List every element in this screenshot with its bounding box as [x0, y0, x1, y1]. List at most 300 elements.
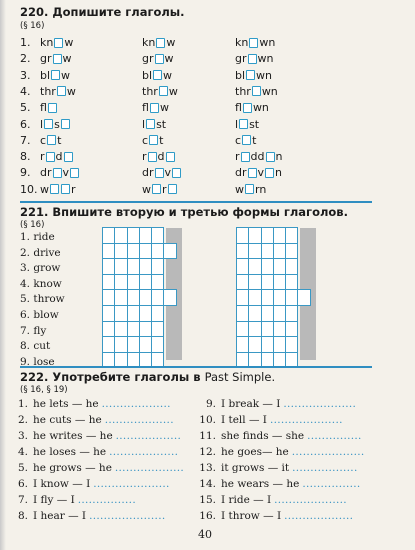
- grid-gap: [298, 243, 310, 259]
- answer-dotted-line[interactable]: ...................: [104, 414, 174, 426]
- grid-cell[interactable]: [127, 228, 139, 244]
- grid-gap: [298, 337, 310, 353]
- letter-blank-box[interactable]: [61, 184, 70, 194]
- item-number: 4.: [17, 446, 28, 458]
- grid-cell[interactable]: [273, 305, 285, 321]
- grid-cell[interactable]: [152, 228, 164, 244]
- item-number: 7.: [17, 494, 28, 506]
- row-number: 10.: [20, 182, 38, 196]
- answer-dotted-line[interactable]: ....................: [274, 494, 347, 506]
- item-number: 1.: [17, 398, 28, 410]
- letter-text: r: [162, 182, 167, 196]
- grid-cell[interactable]: [261, 228, 273, 244]
- answer-grid-second-form: [102, 227, 177, 368]
- answer-dotted-line[interactable]: ..................: [292, 462, 358, 474]
- letter-text: v: [257, 166, 265, 180]
- word-row: [20, 35, 40, 50]
- letter-blank-box[interactable]: [50, 184, 59, 194]
- letter-blank-box[interactable]: [166, 152, 175, 162]
- grid-cell[interactable]: [249, 259, 261, 275]
- letter-text: w: [64, 36, 74, 49]
- letter-text: v: [164, 166, 172, 180]
- grid-gap: [164, 228, 176, 244]
- letter-blank-box[interactable]: [146, 119, 155, 129]
- answer-dotted-line[interactable]: .....................: [93, 478, 170, 490]
- grid-gap: [298, 321, 310, 337]
- word-fragment: [142, 35, 175, 50]
- exercise-item: [6, 492, 206, 508]
- letter-text: w: [166, 36, 176, 49]
- grid-cell[interactable]: [237, 321, 249, 337]
- grid-cell[interactable]: [273, 290, 285, 306]
- word-fragment: [142, 182, 178, 197]
- letter-blank-box[interactable]: [149, 135, 158, 145]
- letter-text: w: [163, 68, 173, 82]
- letter-text: t: [57, 133, 62, 147]
- grid-cell[interactable]: [115, 305, 127, 321]
- grid-cell[interactable]: [127, 337, 139, 353]
- exercise-item: [6, 460, 206, 476]
- word-row: [20, 165, 40, 180]
- answer-dotted-line[interactable]: ................: [302, 478, 361, 490]
- letter-text: n: [275, 150, 283, 164]
- letter-text: wn: [259, 36, 276, 49]
- exercise-item: [6, 428, 206, 444]
- letter-text: wn: [257, 52, 274, 66]
- item-prompt: I tell — I: [221, 414, 267, 426]
- letter-text: w: [142, 182, 151, 196]
- item-number: 14.: [199, 478, 216, 490]
- item-prompt: it grows — it: [221, 462, 290, 474]
- grid-cell[interactable]: [115, 274, 127, 290]
- exercise-222-left-column: [6, 396, 206, 524]
- grid-cell[interactable]: [115, 259, 127, 275]
- grid-cell[interactable]: [103, 243, 115, 259]
- letter-text: bl: [40, 68, 51, 82]
- word-fragment: [235, 35, 275, 50]
- word-fragment: [235, 100, 269, 115]
- grid-cell[interactable]: [127, 305, 139, 321]
- grid-cell[interactable]: [249, 305, 261, 321]
- grid-cell[interactable]: [237, 290, 249, 306]
- word-fragment: [40, 51, 72, 66]
- word-fragment: [142, 51, 174, 66]
- letter-text: r: [235, 150, 240, 164]
- grid-cell[interactable]: [127, 243, 139, 259]
- letter-text: dr: [142, 166, 154, 180]
- letter-text: thr: [40, 84, 56, 98]
- answer-dotted-line[interactable]: ...................: [109, 446, 179, 458]
- grid-cell[interactable]: [103, 274, 115, 290]
- verb-item: 3. grow: [20, 262, 61, 275]
- grid-cell[interactable]: [164, 243, 176, 259]
- exercise-222-right-column: [194, 396, 404, 524]
- letter-blank-box[interactable]: [53, 54, 62, 64]
- letter-text: w: [40, 182, 49, 196]
- verb-item: 1. ride: [20, 231, 55, 243]
- letter-blank-box[interactable]: [152, 184, 161, 194]
- letter-text: fl: [235, 101, 242, 115]
- word-fragment: [40, 84, 76, 99]
- letter-text: wn: [256, 68, 273, 82]
- grid-cell[interactable]: [249, 274, 261, 290]
- grid-cell[interactable]: [237, 243, 249, 259]
- letter-text: kn: [40, 36, 54, 49]
- letter-text: s: [54, 117, 60, 131]
- letter-blank-box[interactable]: [155, 54, 164, 64]
- letter-blank-box[interactable]: [248, 54, 257, 64]
- letter-blank-box[interactable]: [44, 119, 53, 129]
- letter-text: l: [142, 117, 146, 131]
- grid-cell[interactable]: [139, 228, 151, 244]
- grid-cell[interactable]: [103, 228, 115, 244]
- letter-text: r: [71, 182, 76, 196]
- row-number: 9.: [20, 166, 31, 180]
- letter-text: kn: [235, 36, 249, 49]
- grid-gap: [298, 305, 310, 321]
- letter-blank-box[interactable]: [249, 38, 258, 48]
- letter-blank-box[interactable]: [265, 168, 274, 178]
- item-prompt: I ride — I: [221, 494, 272, 506]
- letter-text: w: [66, 84, 76, 98]
- word-fragment: [40, 68, 70, 83]
- row-number: 5.: [20, 101, 31, 115]
- word-fragment: [40, 182, 76, 197]
- item-number: 6.: [17, 478, 28, 490]
- letter-blank-box[interactable]: [48, 103, 57, 113]
- answer-dotted-line[interactable]: .....................: [89, 510, 166, 522]
- exercise-222-title: [20, 370, 275, 384]
- grid-cell[interactable]: [237, 337, 249, 353]
- word-fragment: [40, 165, 80, 180]
- grid-cell[interactable]: [103, 305, 115, 321]
- item-number: 12.: [199, 446, 216, 458]
- grid-cell[interactable]: [249, 243, 261, 259]
- word-fragment: [235, 182, 266, 197]
- letter-blank-box[interactable]: [64, 152, 73, 162]
- word-fragment: [142, 117, 166, 132]
- answer-dotted-line[interactable]: ...................: [284, 510, 354, 522]
- word-fragment: [142, 84, 178, 99]
- verb-item: 2. drive: [20, 246, 61, 259]
- grid-cell[interactable]: [115, 290, 127, 306]
- grid-gap: [164, 337, 176, 353]
- letter-text: w: [168, 84, 178, 98]
- answer-grid-third-form: [236, 227, 311, 368]
- item-prompt: I throw — I: [221, 510, 282, 522]
- section-divider: [20, 201, 372, 203]
- item-prompt: he goes— he: [221, 446, 289, 458]
- letter-blank-box[interactable]: [148, 152, 157, 162]
- letter-blank-box[interactable]: [156, 38, 165, 48]
- grid-cell[interactable]: [152, 243, 164, 259]
- letter-blank-box[interactable]: [241, 152, 250, 162]
- letter-text: st: [249, 117, 260, 131]
- grid-cell[interactable]: [237, 228, 249, 244]
- item-prompt: she finds — she: [221, 430, 305, 442]
- letter-text: wn: [261, 84, 278, 98]
- answer-dotted-line[interactable]: ...............: [307, 430, 362, 442]
- word-row: [20, 182, 40, 197]
- grid-cell[interactable]: [273, 259, 285, 275]
- letter-text: c: [142, 133, 149, 147]
- grid-cell[interactable]: [139, 321, 151, 337]
- grid-cell[interactable]: [152, 337, 164, 353]
- word-row: [20, 149, 40, 164]
- grid-cell[interactable]: [152, 321, 164, 337]
- grid-cell[interactable]: [261, 337, 273, 353]
- grid-cell[interactable]: [273, 321, 285, 337]
- item-number: 11.: [199, 430, 216, 442]
- letter-text: rn: [255, 182, 267, 196]
- grid-cell[interactable]: [152, 259, 164, 275]
- word-fragment: [40, 35, 73, 50]
- letter-blank-box[interactable]: [47, 135, 56, 145]
- answer-dotted-line[interactable]: ..................: [115, 430, 182, 442]
- grid-cell[interactable]: [261, 290, 273, 306]
- grid-cell[interactable]: [237, 259, 249, 275]
- grid-cell[interactable]: [115, 243, 127, 259]
- grid-cell[interactable]: [139, 259, 151, 275]
- answer-dotted-line[interactable]: ................: [77, 494, 136, 506]
- grid-cell[interactable]: [261, 259, 273, 275]
- letter-text: kn: [142, 36, 156, 49]
- letter-blank-box[interactable]: [266, 152, 275, 162]
- letter-blank-box[interactable]: [243, 103, 252, 113]
- grid-cell[interactable]: [103, 321, 115, 337]
- grid-cell[interactable]: [103, 290, 115, 306]
- grid-cell[interactable]: [139, 337, 151, 353]
- letter-blank-box[interactable]: [248, 168, 257, 178]
- exercise-221-reference: (§ 16): [20, 220, 45, 230]
- item-prompt: I know — I: [33, 478, 91, 490]
- letter-blank-box[interactable]: [150, 103, 159, 113]
- grid-cell[interactable]: [286, 290, 298, 306]
- verb-item: 8. cut: [20, 340, 51, 353]
- grid-cell[interactable]: [286, 243, 298, 259]
- grid-cell[interactable]: [237, 274, 249, 290]
- letter-text: st: [156, 117, 167, 131]
- letter-blank-box[interactable]: [70, 168, 79, 178]
- grid-cell[interactable]: [139, 290, 151, 306]
- letter-text: gr: [142, 52, 154, 66]
- word-fragment: [142, 100, 169, 115]
- verb-item: 4. know: [20, 277, 62, 290]
- grid-cell[interactable]: [249, 290, 261, 306]
- verb-item: 7. fly: [20, 324, 47, 337]
- letter-text: w: [159, 101, 169, 115]
- grid-cell[interactable]: [261, 321, 273, 337]
- letter-blank-box[interactable]: [57, 86, 66, 96]
- letter-blank-box[interactable]: [153, 70, 162, 80]
- item-number: 15.: [199, 494, 216, 506]
- word-row: [20, 100, 40, 115]
- grid-cell[interactable]: [115, 321, 127, 337]
- exercise-item: [6, 412, 206, 428]
- exercise-item: [194, 396, 404, 412]
- exercise-item: [194, 492, 404, 508]
- word-row: [20, 68, 40, 83]
- letter-blank-box[interactable]: [159, 86, 168, 96]
- word-fragment: [142, 165, 182, 180]
- grid-cell[interactable]: [139, 243, 151, 259]
- grid-cell[interactable]: [273, 337, 285, 353]
- word-fragment: [142, 133, 163, 148]
- grid-cell[interactable]: [298, 290, 310, 306]
- letter-blank-box[interactable]: [252, 86, 261, 96]
- letter-text: d: [55, 150, 63, 164]
- exercise-222-title-tense: Past Simple.: [204, 370, 276, 384]
- grid-cell[interactable]: [273, 243, 285, 259]
- word-fragment: [40, 117, 71, 132]
- letter-text: thr: [235, 84, 251, 98]
- letter-blank-box[interactable]: [246, 70, 255, 80]
- letter-text: dd: [250, 150, 265, 164]
- letter-text: c: [40, 133, 47, 147]
- grid-cell[interactable]: [249, 337, 261, 353]
- letter-text: wn: [252, 101, 269, 115]
- letter-text: d: [157, 150, 165, 164]
- grid-cell[interactable]: [261, 305, 273, 321]
- grid-cell[interactable]: [261, 274, 273, 290]
- grid-cell[interactable]: [152, 305, 164, 321]
- grid-gap: [298, 274, 310, 290]
- exercise-220-title: 220. Допишите глаголы.: [20, 5, 185, 19]
- exercise-222-reference: (§ 16, § 19): [20, 385, 68, 395]
- grid-cell[interactable]: [261, 243, 273, 259]
- grid-cell[interactable]: [115, 228, 127, 244]
- item-prompt: I hear — I: [33, 510, 87, 522]
- grid-cell[interactable]: [152, 274, 164, 290]
- answer-dotted-line[interactable]: ...................: [101, 398, 171, 410]
- item-prompt: he grows — he: [33, 462, 112, 474]
- grid-cell[interactable]: [249, 228, 261, 244]
- letter-blank-box[interactable]: [242, 135, 251, 145]
- letter-text: c: [235, 133, 242, 147]
- letter-blank-box[interactable]: [46, 152, 55, 162]
- letter-text: t: [159, 133, 164, 147]
- letter-text: fl: [40, 101, 47, 115]
- exercise-222-title-bold: 222. Употребите глаголы в: [20, 370, 201, 384]
- item-number: 8.: [17, 510, 28, 522]
- exercise-item: [6, 508, 206, 524]
- row-number: 1.: [20, 36, 31, 49]
- letter-blank-box[interactable]: [51, 70, 60, 80]
- letter-blank-box[interactable]: [54, 38, 63, 48]
- grid-cell[interactable]: [127, 259, 139, 275]
- item-prompt: I break — I: [221, 398, 281, 410]
- grid-cell[interactable]: [286, 337, 298, 353]
- grid-cell[interactable]: [152, 290, 164, 306]
- grid-cell[interactable]: [103, 259, 115, 275]
- grid-cell[interactable]: [115, 337, 127, 353]
- item-prompt: he writes — he: [33, 430, 113, 442]
- grid-cell[interactable]: [127, 321, 139, 337]
- grid-cell[interactable]: [127, 290, 139, 306]
- grid-cell[interactable]: [127, 274, 139, 290]
- letter-blank-box[interactable]: [168, 184, 177, 194]
- verb-item: 5. throw: [20, 293, 65, 306]
- letter-text: thr: [142, 84, 158, 98]
- letter-text: bl: [142, 68, 153, 82]
- exercise-item: [6, 396, 206, 412]
- row-number: 7.: [20, 133, 31, 147]
- letter-blank-box[interactable]: [61, 119, 70, 129]
- exercise-220-reference: (§ 16): [20, 21, 45, 31]
- answer-dotted-line[interactable]: ....................: [283, 398, 357, 410]
- letter-blank-box[interactable]: [172, 168, 181, 178]
- grid-gap: [164, 305, 176, 321]
- grid-cell[interactable]: [237, 305, 249, 321]
- grid-cell[interactable]: [286, 321, 298, 337]
- grid-cell[interactable]: [286, 228, 298, 244]
- letter-text: l: [40, 117, 44, 131]
- word-fragment: [40, 149, 74, 164]
- word-fragment: [142, 68, 172, 83]
- word-fragment: [235, 133, 256, 148]
- item-prompt: he lets — he: [33, 398, 99, 410]
- word-fragment: [142, 149, 176, 164]
- letter-text: dr: [40, 166, 52, 180]
- letter-text: w: [62, 52, 72, 66]
- grid-cell[interactable]: [286, 305, 298, 321]
- item-number: 13.: [199, 462, 216, 474]
- answer-dotted-line[interactable]: ...................: [114, 462, 185, 474]
- exercise-item: [194, 412, 404, 428]
- exercise-item: [194, 428, 404, 444]
- word-row: [20, 133, 40, 148]
- grid-cell[interactable]: [164, 290, 176, 306]
- answer-dotted-line[interactable]: ....................: [291, 446, 365, 458]
- row-number: 6.: [20, 117, 31, 131]
- exercise-221-title: 221. Впишите вторую и третью формы глаголов.: [20, 205, 348, 219]
- grid-gap: [164, 274, 176, 290]
- word-fragment: [40, 133, 61, 148]
- grid-cell[interactable]: [249, 321, 261, 337]
- letter-text: w: [164, 52, 174, 66]
- letter-blank-box[interactable]: [53, 168, 62, 178]
- letter-text: r: [142, 150, 147, 164]
- letter-text: n: [275, 166, 283, 180]
- letter-text: dr: [235, 166, 247, 180]
- item-prompt: he wears — he: [221, 478, 300, 490]
- item-number: 2.: [17, 414, 28, 426]
- exercise-221-verb-list: [20, 230, 65, 370]
- grid-cell[interactable]: [139, 274, 151, 290]
- grid-cell[interactable]: [103, 337, 115, 353]
- word-row: [20, 84, 40, 99]
- item-number: 9.: [205, 398, 216, 410]
- grid-cell[interactable]: [273, 228, 285, 244]
- letter-blank-box[interactable]: [239, 119, 248, 129]
- grid-cell[interactable]: [139, 305, 151, 321]
- letter-blank-box[interactable]: [155, 168, 164, 178]
- grid-cell[interactable]: [273, 274, 285, 290]
- word-fragment: [235, 165, 282, 180]
- grid-cell[interactable]: [286, 274, 298, 290]
- letter-text: r: [40, 150, 45, 164]
- letter-blank-box[interactable]: [245, 184, 254, 194]
- item-prompt: he cuts — he: [33, 414, 102, 426]
- grid-cell[interactable]: [286, 259, 298, 275]
- row-number: 4.: [20, 84, 31, 98]
- letter-text: l: [235, 117, 239, 131]
- answer-dotted-line[interactable]: ....................: [269, 414, 343, 426]
- row-number: 8.: [20, 150, 31, 164]
- word-fragment: [235, 84, 278, 99]
- word-fragment: [40, 100, 58, 115]
- item-number: 10.: [199, 414, 216, 426]
